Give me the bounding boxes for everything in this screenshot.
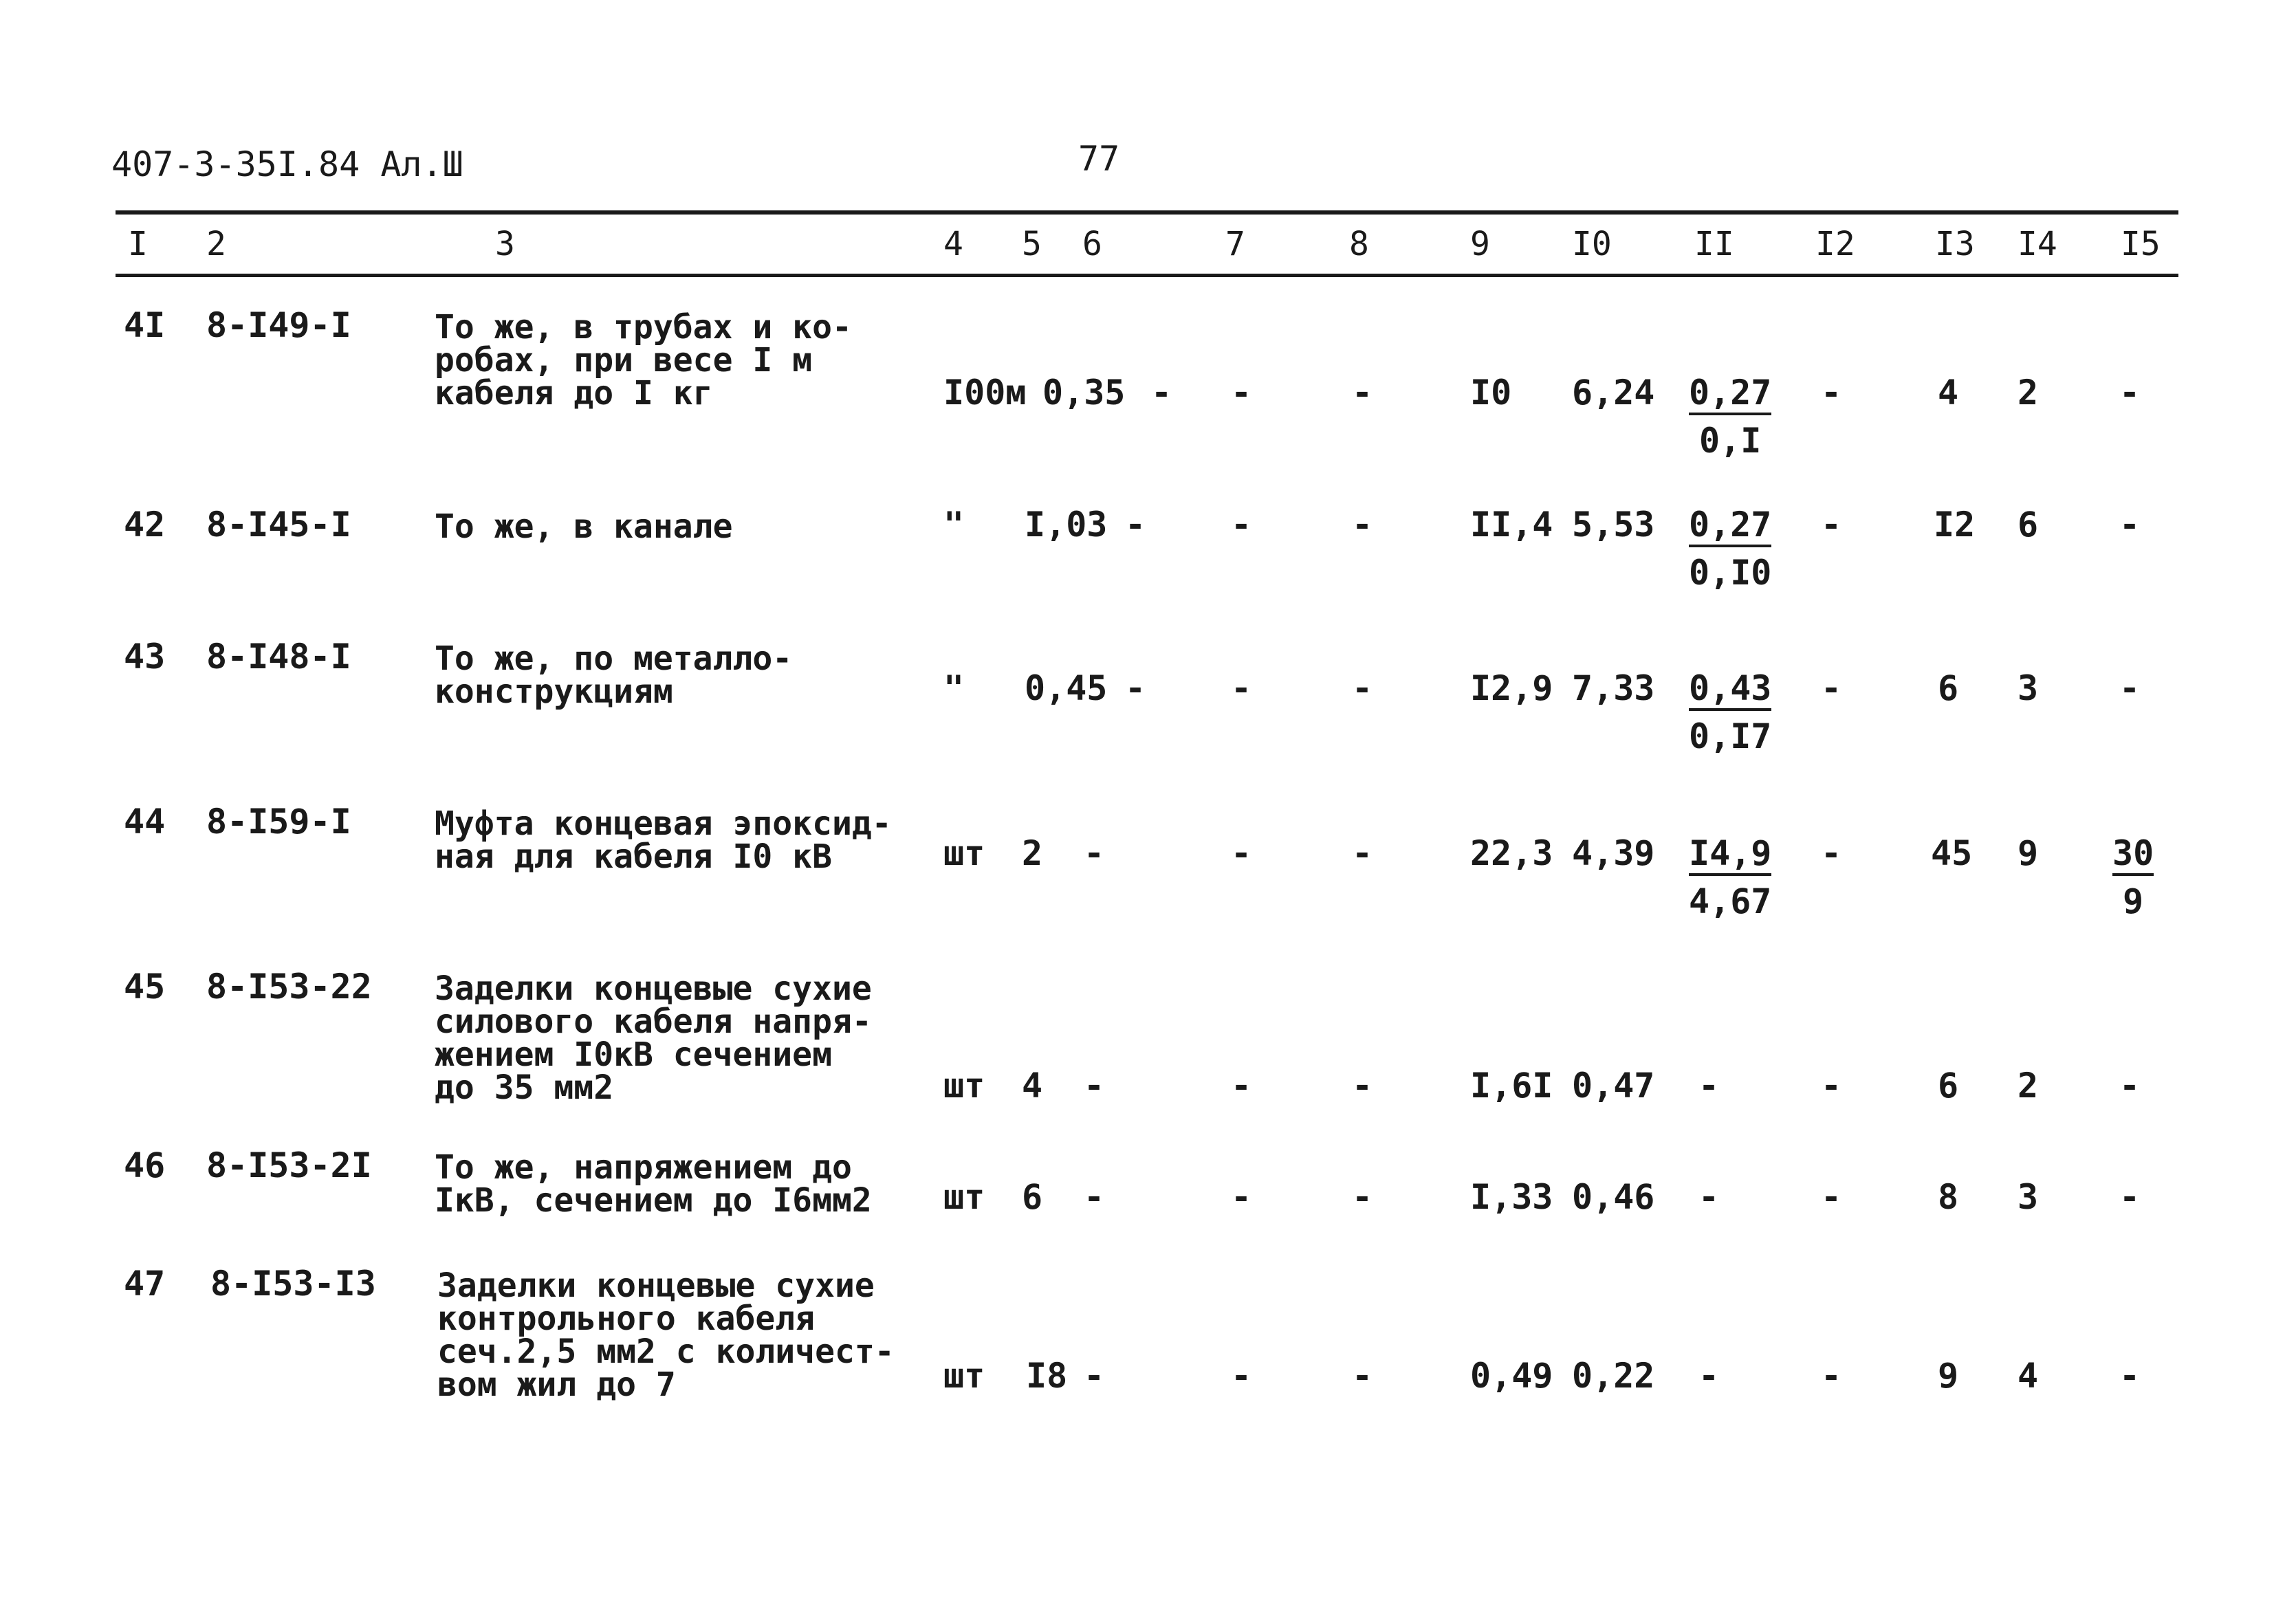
row-col7: - (1231, 505, 1252, 545)
row-col9: II,4 (1470, 505, 1553, 545)
row-unit: " (943, 505, 965, 545)
row-code: 8-I49-I (206, 305, 351, 345)
column-header-13: I3 (1935, 225, 1975, 263)
row-col6: - (1125, 505, 1146, 545)
row-col13: 45 (1931, 833, 1973, 873)
row-quantity: 4 (1022, 1066, 1043, 1106)
row-quantity: 2 (1022, 833, 1043, 873)
column-header-11: II (1694, 225, 1734, 263)
row-col12: - (1821, 1066, 1842, 1106)
row-code: 8-I48-I (206, 637, 351, 677)
column-header-6: 6 (1082, 225, 1102, 263)
row-description: То же, по металло- конструкциям (435, 639, 793, 711)
row-col13: I2 (1934, 505, 1976, 545)
row-description: Заделки концевые сухие контрольного кабеля сеч.2,5 мм2 с количест- вом жил до 7 (437, 1266, 895, 1404)
row-col15: - (2119, 1177, 2141, 1217)
row-col14: 2 (2018, 373, 2039, 413)
column-header-14: I4 (2018, 225, 2057, 263)
row-description: То же, в трубах и ко- робах, при весе I м кабеля до I кг (435, 308, 852, 413)
row-col11-fraction: $\frac{0,27}{0,I}$ (1689, 373, 1772, 461)
row-number: 44 (124, 802, 166, 842)
row-col8: - (1352, 373, 1373, 413)
row-number: 46 (124, 1145, 166, 1185)
row-col12: - (1821, 1356, 1842, 1396)
row-col6: - (1125, 668, 1146, 708)
table-header-rule (116, 274, 2178, 277)
row-col13: 9 (1938, 1356, 1959, 1396)
row-col7: - (1231, 833, 1252, 873)
row-col10: 7,33 (1572, 668, 1655, 708)
row-quantity: 0,35 (1042, 373, 1126, 413)
row-col15-fraction: $\frac{30}{9}$ (2112, 833, 2154, 921)
row-code: 8-I53-22 (206, 967, 372, 1007)
column-header-2: 2 (206, 225, 226, 263)
column-header-15: I5 (2121, 225, 2161, 263)
column-header-9: 9 (1470, 225, 1490, 263)
row-number: 43 (124, 637, 166, 677)
row-col15: - (2119, 505, 2141, 545)
row-col11-fraction: $\frac{0,43}{0,I7}$ (1689, 668, 1772, 756)
row-col11-fraction: $\frac{0,27}{0,I0}$ (1689, 505, 1772, 593)
row-col15: - (2119, 668, 2141, 708)
column-header-5: 5 (1022, 225, 1042, 263)
row-quantity: I,03 (1025, 505, 1108, 545)
row-col14: 2 (2018, 1066, 2039, 1106)
row-col8: - (1352, 505, 1373, 545)
row-col13: 6 (1938, 668, 1959, 708)
row-col8: - (1352, 1356, 1373, 1396)
row-col12: - (1821, 668, 1842, 708)
row-col12: - (1821, 1177, 1842, 1217)
column-header-1: I (128, 225, 148, 263)
row-code: 8-I45-I (206, 505, 351, 545)
row-col14: 3 (2018, 668, 2039, 708)
row-col6: - (1151, 373, 1172, 413)
row-code: 8-I53-I3 (210, 1264, 376, 1304)
row-col8: - (1352, 668, 1373, 708)
row-col14: 9 (2018, 833, 2039, 873)
row-description: То же, в канале (435, 507, 733, 546)
row-description: Муфта концевая эпоксид- ная для кабеля I0 кВ (435, 804, 892, 876)
row-col9: I,33 (1470, 1177, 1553, 1217)
row-col8: - (1352, 833, 1373, 873)
row-col14: 4 (2018, 1356, 2039, 1396)
column-header-7: 7 (1225, 225, 1245, 263)
row-col13: 8 (1938, 1177, 1959, 1217)
row-col14: 3 (2018, 1177, 2039, 1217)
column-header-4: 4 (943, 225, 963, 263)
row-col13: 6 (1938, 1066, 1959, 1106)
row-description: То же, напряжением до IкВ, сечением до I6мм2 (435, 1148, 872, 1220)
row-col14: 6 (2018, 505, 2039, 545)
row-unit: шт (943, 1356, 985, 1396)
page-number: 77 (1078, 139, 1120, 179)
column-header-3: 3 (495, 225, 515, 263)
row-col7: - (1231, 373, 1252, 413)
row-unit: шт (943, 833, 985, 873)
row-quantity: 6 (1022, 1177, 1043, 1217)
column-header-12: I2 (1815, 225, 1855, 263)
row-col10: 0,22 (1572, 1356, 1655, 1396)
row-col11: - (1698, 1066, 1720, 1106)
row-col12: - (1821, 505, 1842, 545)
row-col13: 4 (1938, 373, 1959, 413)
row-col6: - (1084, 1066, 1105, 1106)
row-unit: шт (943, 1177, 985, 1217)
row-col8: - (1352, 1066, 1373, 1106)
row-col10: 5,53 (1572, 505, 1655, 545)
row-col10: 0,46 (1572, 1177, 1655, 1217)
row-code: 8-I53-2I (206, 1145, 372, 1185)
row-col11-fraction: $\frac{I4,9}{4,67}$ (1689, 833, 1772, 921)
row-col11: - (1698, 1356, 1720, 1396)
row-code: 8-I59-I (206, 802, 351, 842)
row-col7: - (1231, 1066, 1252, 1106)
row-col10: 6,24 (1572, 373, 1655, 413)
row-quantity: I8 (1026, 1356, 1068, 1396)
row-number: 47 (124, 1264, 166, 1304)
row-unit: " (943, 668, 965, 708)
row-col9: 22,3 (1470, 833, 1553, 873)
row-number: 45 (124, 967, 166, 1007)
row-col9: I,6I (1470, 1066, 1553, 1106)
row-description: Заделки концевые сухие силового кабеля напря- жением I0кВ сечением до 35 мм2 (435, 969, 872, 1107)
row-unit: I00м (943, 373, 1027, 413)
column-header-8: 8 (1349, 225, 1369, 263)
row-col7: - (1231, 668, 1252, 708)
row-col6: - (1084, 833, 1105, 873)
row-col10: 0,47 (1572, 1066, 1655, 1106)
row-col12: - (1821, 373, 1842, 413)
row-col15: - (2119, 1066, 2141, 1106)
table-top-rule (116, 210, 2178, 215)
document-code: 407-3-35I.84 Ал.Ш (111, 144, 463, 184)
row-col6: - (1084, 1177, 1105, 1217)
row-col11: - (1698, 1177, 1720, 1217)
row-quantity: 0,45 (1025, 668, 1108, 708)
row-col9: 0,49 (1470, 1356, 1553, 1396)
row-col9: I0 (1470, 373, 1512, 413)
row-col15: - (2119, 373, 2141, 413)
row-unit: шт (943, 1066, 985, 1106)
row-col12: - (1821, 833, 1842, 873)
row-number: 42 (124, 505, 166, 545)
row-col10: 4,39 (1572, 833, 1655, 873)
row-number: 4I (124, 305, 166, 345)
row-col7: - (1231, 1177, 1252, 1217)
row-col9: I2,9 (1470, 668, 1553, 708)
column-header-10: I0 (1572, 225, 1612, 263)
row-col15: - (2119, 1356, 2141, 1396)
row-col6: - (1084, 1356, 1105, 1396)
row-col7: - (1231, 1356, 1252, 1396)
row-col8: - (1352, 1177, 1373, 1217)
